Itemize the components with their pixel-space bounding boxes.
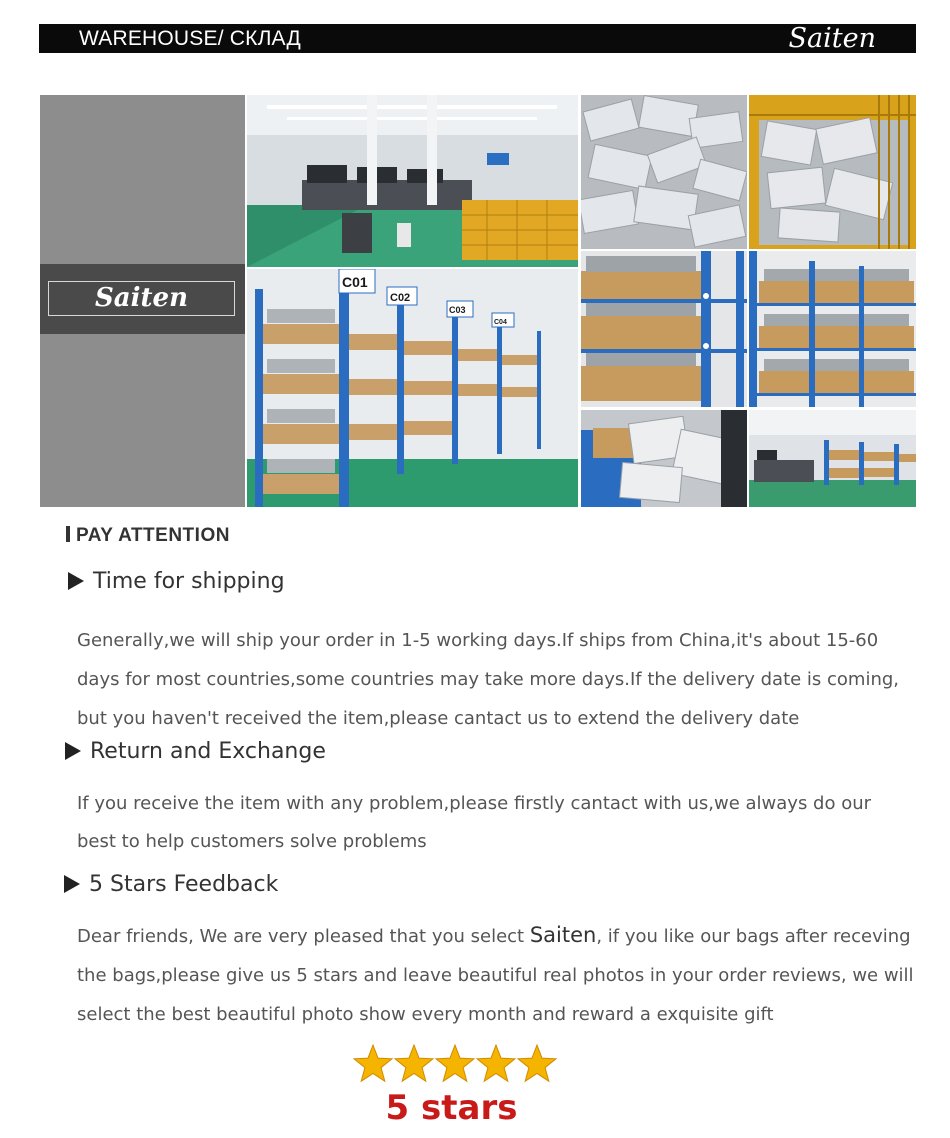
triangle-bullet-icon (65, 742, 81, 760)
triangle-bullet-icon (64, 875, 80, 893)
shelf-label-c04: C04 (494, 319, 507, 326)
star-icon (395, 1045, 433, 1081)
feedback-line-1 (77, 916, 911, 956)
page-title: WAREHOUSE/ СКЛАД (79, 27, 301, 50)
star-icon (518, 1045, 556, 1081)
returns-heading-text: Return and Exchange (90, 739, 326, 764)
returns-line-2: best to help customers solve problems (77, 831, 427, 852)
header-bar (39, 24, 916, 53)
warehouse-workstations-photo (247, 95, 578, 267)
five-star-rating (352, 1043, 562, 1085)
shipping-heading (68, 569, 285, 594)
feedback-heading (64, 872, 278, 897)
returns-paragraph (77, 785, 907, 861)
star-row (352, 1043, 562, 1085)
feedback-line-2: the bags,please give us 5 stars and leave beautiful real photos in your order reviews, we will (77, 965, 914, 986)
shelf-label-c03: C03 (449, 305, 466, 315)
stars-label: 5 stars (385, 1088, 518, 1128)
warehouse-gallery (40, 95, 916, 507)
feedback-brand-name: Saiten (529, 923, 597, 947)
warehouse-shelves-photo (247, 269, 578, 507)
shipping-line-3: but you haven't received the item,please cantact us to extend the delivery date (77, 708, 800, 729)
heading-bar (66, 526, 70, 542)
shipping-heading-text: Time for shipping (93, 569, 285, 594)
packing-bin-photo (581, 410, 747, 507)
shipping-paragraph (77, 621, 907, 738)
feedback-heading-text: 5 Stars Feedback (89, 872, 279, 897)
parcels-cage-photo (749, 95, 916, 249)
feedback-line-1-end: , if you like our bags after receving (596, 926, 911, 947)
gallery-side-panel (40, 95, 245, 507)
logo-band (40, 264, 245, 334)
star-icon (477, 1045, 515, 1081)
returns-heading (65, 739, 326, 764)
pay-attention-heading (66, 525, 230, 547)
shelf-label-c01: C01 (342, 274, 368, 290)
feedback-line-1-start: Dear friends, We are very pleased that you select (77, 926, 530, 947)
triangle-bullet-icon (68, 572, 84, 590)
shelf-label-c02: C02 (390, 292, 411, 304)
star-icon (354, 1045, 392, 1081)
star-icon (436, 1045, 474, 1081)
brand-logo: Saiten (788, 23, 876, 54)
parcels-pile-photo (581, 95, 747, 249)
returns-line-1: If you receive the item with any problem,please firstly cantact with us,we always do our (77, 793, 872, 814)
gallery-logo: Saiten (48, 281, 235, 316)
shelf-boxes-photo-2 (749, 251, 916, 407)
warehouse-floor-photo (749, 410, 916, 507)
feedback-paragraph (77, 916, 914, 1034)
shipping-line-2: days for most countries,some countries may take more days.If the delivery date is coming, (77, 669, 900, 690)
shelf-boxes-photo-1 (581, 251, 747, 407)
feedback-line-3: select the best beautiful photo show every month and reward a exquisite gift (77, 1004, 774, 1025)
pay-attention-title: PAY ATTENTION (76, 525, 230, 546)
shipping-line-1: Generally,we will ship your order in 1-5 working days.If ships from China,it's about 15-60 (77, 630, 879, 651)
